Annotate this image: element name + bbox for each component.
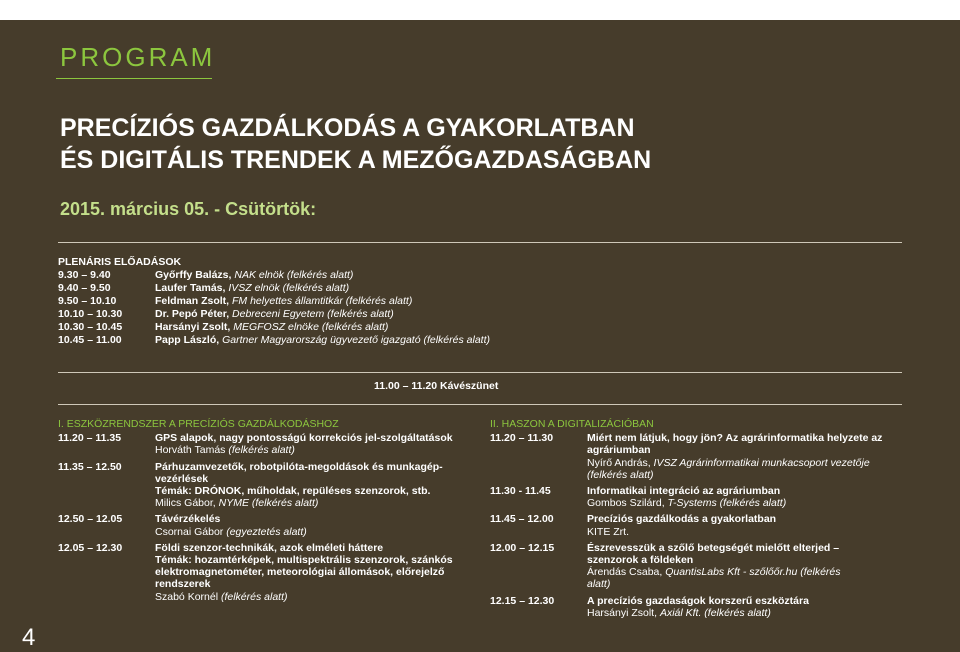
session-title: Földi szenzor-technikák, azok elméleti háttere: [155, 541, 384, 554]
session-title: Miért nem látjuk, hogy jön? Az agrárinformatika helyzete az agráriumban: [587, 432, 883, 457]
speaker-role: FM helyettes államtitkár (felkérés alatt): [232, 295, 413, 307]
coffee-break: 11.00 – 11.20 Kávészünet: [374, 380, 499, 392]
section-two-title: II. HASZON A DIGITALIZÁCIÓBAN: [490, 418, 654, 430]
session-speaker: Csornai Gábor: [155, 525, 224, 538]
plenary-heading: PLENÁRIS ELŐADÁSOK: [58, 256, 182, 268]
speaker-name: Papp László,: [155, 334, 220, 346]
speaker-name: Győrffy Balázs,: [155, 269, 232, 281]
session-row: [490, 542, 910, 591]
session-row: [58, 432, 478, 456]
divider-lower: [58, 404, 902, 405]
session-note: NYME (felkérés alatt): [218, 497, 319, 510]
plenary-time: 10.10 – 10.30: [58, 308, 123, 320]
session-title: Észrevesszük a szőlő betegségét mielőtt elterjed – szenzorok a földeken: [587, 541, 840, 567]
program-underline: [56, 78, 212, 79]
session-speaker: Árendás Csaba,: [587, 566, 663, 579]
top-margin: [0, 0, 960, 20]
session-note: (felkérés alatt): [228, 444, 295, 457]
session-speaker: KITE Zrt.: [587, 525, 629, 538]
session-time: 11.30 - 11.45: [490, 485, 551, 498]
session-note: T-Systems (felkérés alatt): [667, 497, 787, 510]
divider-middle: [58, 372, 902, 373]
session-note: Axiál Kft. (felkérés alatt): [659, 606, 771, 619]
session-speaker: Milics Gábor,: [155, 497, 216, 510]
session-speaker: Horváth Tamás: [155, 444, 226, 457]
section-one: [58, 418, 478, 603]
session-time: 12.15 – 12.30: [490, 594, 555, 607]
session-speaker: Nyírő András,: [587, 456, 651, 469]
plenary-time: 10.30 – 10.45: [58, 321, 123, 333]
session-note: (egyeztetés alatt): [226, 525, 307, 538]
session-speaker: Harsányi Zsolt,: [587, 606, 658, 619]
plenary-time: 9.50 – 10.10: [58, 295, 117, 307]
speaker-name: Harsányi Zsolt,: [155, 321, 231, 333]
plenary-row: [58, 334, 898, 347]
plenary-row: [58, 282, 898, 295]
page-title: [60, 112, 651, 176]
plenary-row: [58, 295, 898, 308]
plenary-time: 9.30 – 9.40: [58, 269, 111, 281]
session-time: 12.50 – 12.05: [58, 513, 123, 526]
plenary-time: 10.45 – 11.00: [58, 334, 122, 346]
plenary-time: 9.40 – 9.50: [58, 282, 111, 294]
session-time: 12.05 – 12.30: [58, 541, 123, 554]
plenary-row: [58, 321, 898, 334]
session-speaker: Gombos Szilárd,: [587, 497, 665, 510]
session-time: 11.45 – 12.00: [490, 513, 554, 526]
title-line-1: PRECÍZIÓS GAZDÁLKODÁS A GYAKORLATBAN: [60, 114, 635, 142]
speaker-role: Gartner Magyarország ügyvezető igazgató (felkérés alatt): [222, 334, 490, 346]
session-note: IVSZ Agrárinformatikai munkacsoport vezetője (felkérés alatt): [587, 456, 870, 481]
session-row: [58, 461, 478, 510]
session-title: Távérzékelés: [155, 513, 221, 526]
session-title: A precíziós gazdaságok korszerű eszköztára: [587, 594, 809, 607]
session-title: Párhuzamvezetők, robotpilóta-megoldások és munkagép-vezérlések: [155, 460, 443, 485]
session-note: (felkérés alatt): [220, 590, 288, 603]
speaker-name: Feldman Zsolt,: [155, 295, 230, 307]
session-title: GPS alapok, nagy pontosságú korrekciós jel-szolgáltatások: [155, 432, 453, 445]
session-row: [490, 432, 910, 481]
session-row: [490, 513, 910, 537]
plenary-row: [58, 308, 898, 321]
session-topics: Témák: DRÓNOK, műholdak, repüléses szenzorok, stb.: [155, 485, 431, 498]
event-date: 2015. március 05. - Csütörtök:: [60, 199, 317, 219]
page-number: 4: [22, 624, 36, 651]
plenary-section: [58, 256, 898, 347]
title-line-2: ÉS DIGITÁLIS TRENDEK A MEZŐGAZDASÁGBAN: [60, 146, 652, 174]
speaker-role: MEGFOSZ elnöke (felkérés alatt): [233, 321, 389, 333]
session-row: [58, 542, 478, 603]
session-speaker: Szabó Kornél: [155, 590, 219, 603]
session-row: [490, 595, 910, 619]
plenary-list: [58, 269, 898, 347]
speaker-name: Laufer Tamás,: [155, 282, 226, 294]
session-title: Informatikai integráció az agráriumban: [587, 485, 781, 498]
session-note: QuantisLabs Kft - szőlőőr.hu (felkérés alatt): [587, 566, 841, 591]
session-row: [490, 485, 910, 509]
session-time: 11.35 – 12.50: [58, 460, 122, 473]
program-label: PROGRAM: [60, 42, 216, 72]
divider-top: [58, 242, 902, 243]
session-time: 12.00 – 12.15: [490, 541, 555, 554]
plenary-row: [58, 269, 898, 282]
session-title: Precíziós gazdálkodás a gyakorlatban: [587, 513, 777, 526]
speaker-role: IVSZ elnök (felkérés alatt): [228, 282, 350, 294]
session-row: [58, 513, 478, 537]
session-time: 11.20 – 11.30: [490, 432, 554, 445]
section-one-title: I. ESZKÖZRENDSZER A PRECÍZIÓS GAZDÁLKODÁSHOZ: [58, 418, 339, 430]
speaker-role: Debreceni Egyetem (felkérés alatt): [232, 308, 394, 320]
speaker-name: Dr. Pepó Péter,: [155, 308, 230, 320]
section-two: [490, 418, 910, 619]
session-topics: Témák: hozamtérképek, multispektrális szenzorok, szánkós elektromagnetométer, meteorológiai állomások, előrejelző rendszerek: [155, 554, 453, 591]
session-time: 11.20 – 11.35: [58, 432, 122, 445]
speaker-role: NAK elnök (felkérés alatt): [234, 269, 354, 281]
